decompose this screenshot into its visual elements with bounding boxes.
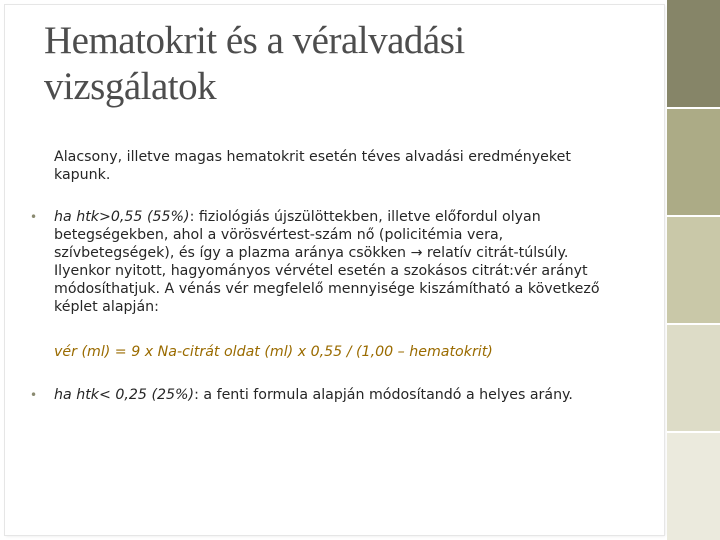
slide-title: [44, 18, 644, 110]
sidebar-divider: [667, 107, 720, 109]
intro-paragraph: Alacsony, illetve magas hematokrit esetén téves alvadási eredményeket kapunk.: [54, 149, 571, 183]
sidebar-divider: [667, 431, 720, 433]
sidebar-block-3: [667, 216, 720, 324]
bullet-icon: •: [30, 210, 38, 224]
sidebar-block-4: [667, 324, 720, 432]
sidebar-divider: [667, 215, 720, 217]
formula: vér (ml) = 9 x Na-citrát oldat (ml) x 0,55 / (1,00 – hematokrit): [54, 344, 493, 360]
decorative-sidebar: [667, 0, 720, 540]
sidebar-block-5: [667, 432, 720, 540]
sidebar-divider: [667, 323, 720, 325]
bullet-body: : a fenti formula alapján módosítandó a helyes arány.: [194, 387, 573, 403]
bullet-body: : fiziológiás újszülöttekben, illetve előfordul olyan betegségekben, ahol a vörösvértest-szám nő (policitémia vera, szívbetegségek), és így a plazma aránya csökken → relatív citrát-túlsúly. Ilyenkor nyitott, hagyományos vérvétel esetén a szokásos citrát:vér arányt módosíthatjuk. A vénás vér megfelelő mennyisége kiszámítható a következő képlet alapján:: [54, 209, 600, 315]
bullet-text: [54, 208, 624, 316]
title-line-1: Hematokrit és a véralvadási: [44, 19, 465, 62]
sidebar-block-2: [667, 108, 720, 216]
bullet-lead: ha htk< 0,25 (25%): [54, 387, 195, 403]
title-line-2: vizsgálatok: [44, 65, 217, 108]
sidebar-block-1: [667, 0, 720, 108]
bullet-icon: •: [30, 388, 38, 402]
bullet-text: [54, 386, 624, 404]
bullet-lead: ha htk>0,55 (55%): [54, 209, 190, 225]
